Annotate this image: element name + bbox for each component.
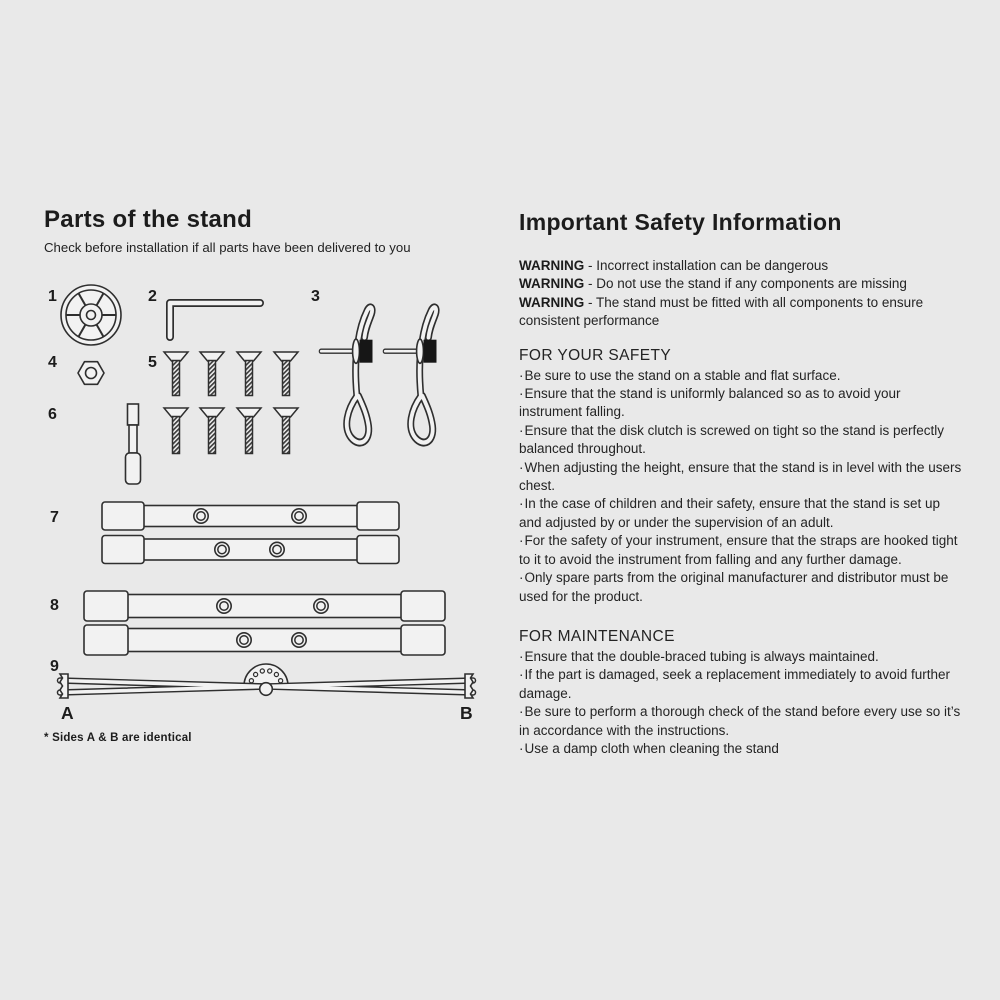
bullet-item: · Ensure that the disk clutch is screwed on tight so the stand is perfectly balanced throughout. (519, 422, 965, 459)
section-heading: FOR YOUR SAFETY (519, 346, 672, 364)
bullet-item: · Use a damp cloth when cleaning the stand (519, 740, 965, 758)
disk-clutch-wheel-drawing (61, 285, 121, 345)
part-number-1: 1 (48, 288, 57, 305)
short-tubes-drawing (102, 502, 399, 564)
section-for-maintenance (519, 627, 965, 758)
warning-label: WARNING (519, 294, 585, 310)
bullet-item: · Ensure that the stand is uniformly balanced so as to avoid your instrument falling. (519, 385, 965, 422)
strap-hook-drawing-right (385, 307, 437, 442)
warning-line (519, 294, 965, 331)
side-label-b: B (460, 703, 473, 723)
strap-hook-drawing-left (321, 307, 373, 442)
bullet-item: · Be sure to use the stand on a stable and flat surface. (519, 367, 965, 385)
part-number-9: 9 (50, 658, 59, 675)
bullet-item: · In the case of children and their safety, ensure that the stand is set up and adjusted by or under the supervision of an adult. (519, 495, 965, 532)
page-subtitle: Check before installation if all parts have been delivered to you (44, 240, 411, 255)
part-number-6: 6 (48, 406, 57, 423)
part-number-5: 5 (148, 354, 157, 371)
bullet-item: · When adjusting the height, ensure that the stand is in level with the users chest. (519, 459, 965, 496)
footnote: * Sides A & B are identical (44, 732, 192, 744)
parts-diagram (44, 276, 486, 728)
base-crossbar-drawing (60, 664, 473, 698)
hex-nut-drawing (78, 362, 104, 385)
safety-title: Important Safety Information (519, 209, 842, 235)
bullet-item: · For the safety of your instrument, ensure that the straps are hooked tight to it to avoid the instrument from falling and any further damage. (519, 532, 965, 569)
warning-text: - Incorrect installation can be dangerous (588, 258, 829, 273)
warning-label: WARNING (519, 276, 585, 292)
part-number-3: 3 (311, 288, 320, 305)
part-number-2: 2 (148, 288, 157, 305)
bullet-item: · If the part is damaged, seek a replacement immediately to avoid further damage. (519, 666, 965, 703)
warning-text: - The stand must be fitted with all components to ensure consistent performance (519, 294, 924, 329)
bullet-item: · Only spare parts from the original manufacturer and distributor must be used for the product. (519, 569, 965, 606)
safety-bullet-list (519, 367, 965, 606)
part-number-4: 4 (48, 354, 57, 371)
bullet-item: · Be sure to perform a thorough check of the stand before every use so it’s in accordance with the instructions. (519, 703, 965, 740)
page-title: Parts of the stand (44, 206, 253, 233)
parts-panel (44, 206, 486, 744)
maintenance-bullet-list (519, 648, 965, 758)
screws-drawing (164, 352, 298, 454)
pin-bolt-drawing (126, 404, 141, 484)
warning-text: - Do not use the stand if any components are missing (588, 276, 907, 292)
long-tubes-drawing (84, 591, 445, 655)
warning-label: WARNING (519, 258, 585, 273)
section-heading: FOR MAINTENANCE (519, 627, 675, 645)
part-number-7: 7 (50, 509, 59, 526)
part-number-8: 8 (50, 597, 59, 614)
safety-panel (519, 208, 965, 758)
warning-line (519, 275, 965, 293)
section-for-your-safety (519, 346, 965, 606)
side-label-a: A (61, 703, 74, 723)
bullet-item: · Ensure that the double-braced tubing is always maintained. (519, 648, 965, 666)
allen-key-drawing (170, 303, 260, 337)
warnings-block (519, 257, 965, 331)
warning-line (519, 257, 965, 275)
